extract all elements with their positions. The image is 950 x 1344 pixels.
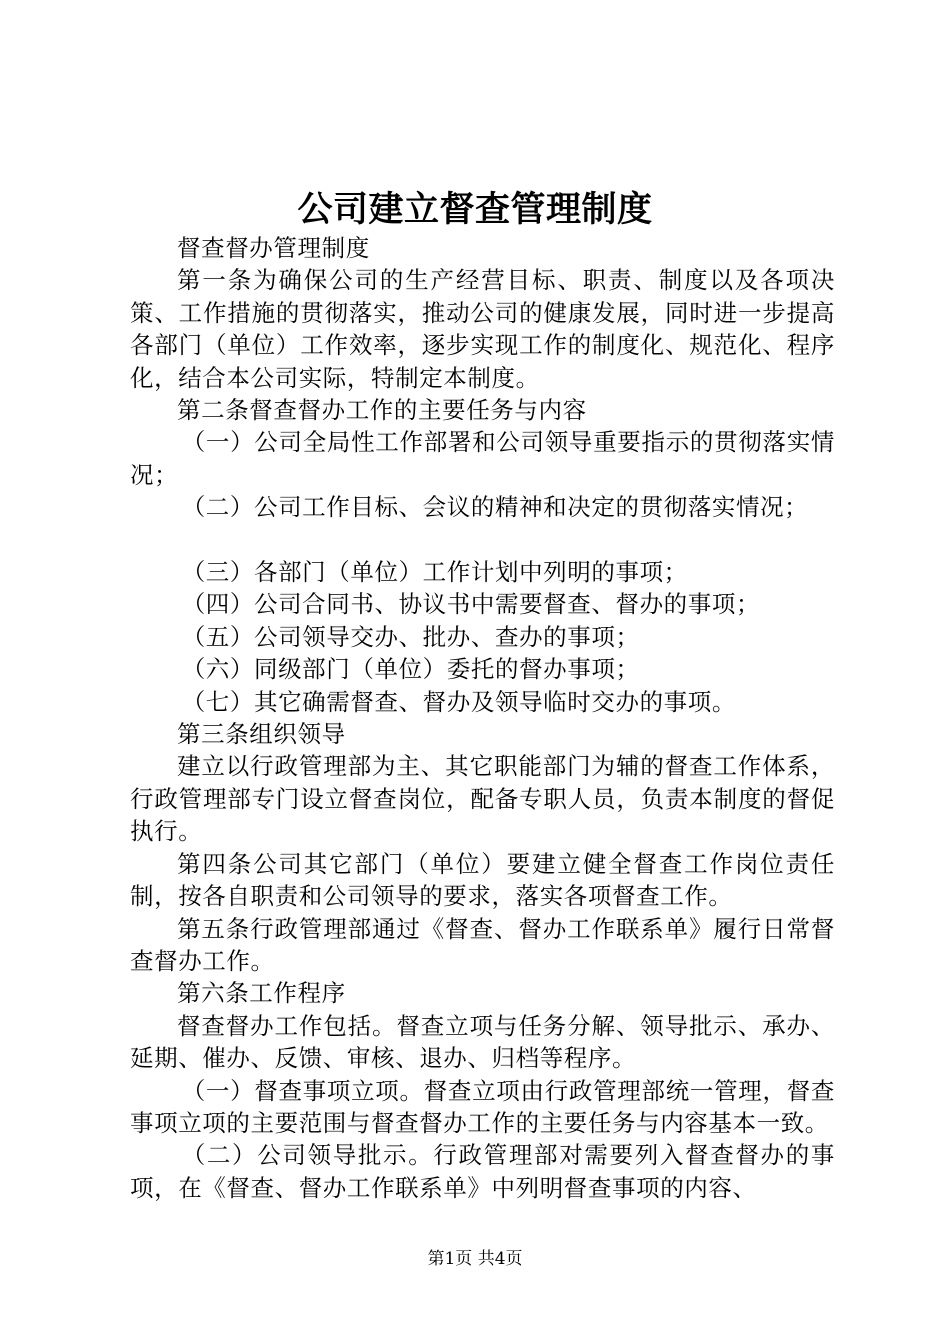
list-item: （五）公司领导交办、批办、查办的事项；: [181, 622, 640, 651]
list-item: （二）公司领导批示。行政管理部对需要列入督查督办的事项，在《督查、督办工作联系单》中列明督查事项的内容、: [130, 1141, 835, 1202]
list-item: （一）督查事项立项。督查立项由行政管理部统一管理，督查事项立项的主要范围与督查督办工作的主要任务与内容基本一致。: [130, 1076, 835, 1137]
paragraph-article-4: 第四条公司其它部门（单位）要建立健全督查工作岗位责任制，按各自职责和公司领导的要求，落实各项督查工作。: [130, 849, 835, 911]
page-number-footer: 第1页 共4页: [427, 1249, 523, 1269]
paragraph-article-1: 第一条为确保公司的生产经营目标、职责、制度以及各项决策、工作措施的贯彻落实，推动公司的健康发展，同时进一步提高各部门（单位）工作效率，逐步实现工作的制度化、规范化、程序化，结合本公司实际，特制定本制度。: [130, 266, 835, 392]
list-item: （七）其它确需督查、督办及领导临时交办的事项。: [181, 687, 736, 716]
paragraph-article-2: 第二条督查督办工作的主要任务与内容: [177, 396, 587, 425]
list-item: （六）同级部门（单位）委托的督办事项；: [181, 655, 640, 684]
paragraph-heading: 督查督办管理制度: [177, 234, 370, 262]
document-title: 公司建立督查管理制度: [297, 189, 653, 230]
paragraph-article-3: 第三条组织领导: [177, 720, 346, 749]
document-body: [130, 232, 835, 1204]
list-item: （三）各部门（单位）工作计划中列明的事项；: [181, 558, 688, 587]
paragraph: 建立以行政管理部为主、其它职能部门为辅的督查工作体系，行政管理部专门设立督查岗位，配备专职人员，负责本制度的督促执行。: [130, 752, 835, 846]
list-item: （四）公司合同书、协议书中需要督查、督办的事项；: [181, 590, 761, 619]
paragraph-article-6: 第六条工作程序: [177, 979, 346, 1008]
list-item: （一）公司全局性工作部署和公司领导重要指示的贯彻落实情况；: [130, 428, 835, 489]
list-item: （二）公司工作目标、会议的精神和决定的贯彻落实情况；: [181, 493, 809, 522]
paragraph: 督查督办工作包括。督查立项与任务分解、领导批示、承办、延期、催办、反馈、审核、退办、归档等程序。: [130, 1011, 835, 1073]
paragraph-article-5: 第五条行政管理部通过《督查、督办工作联系单》履行日常督查督办工作。: [130, 914, 835, 975]
